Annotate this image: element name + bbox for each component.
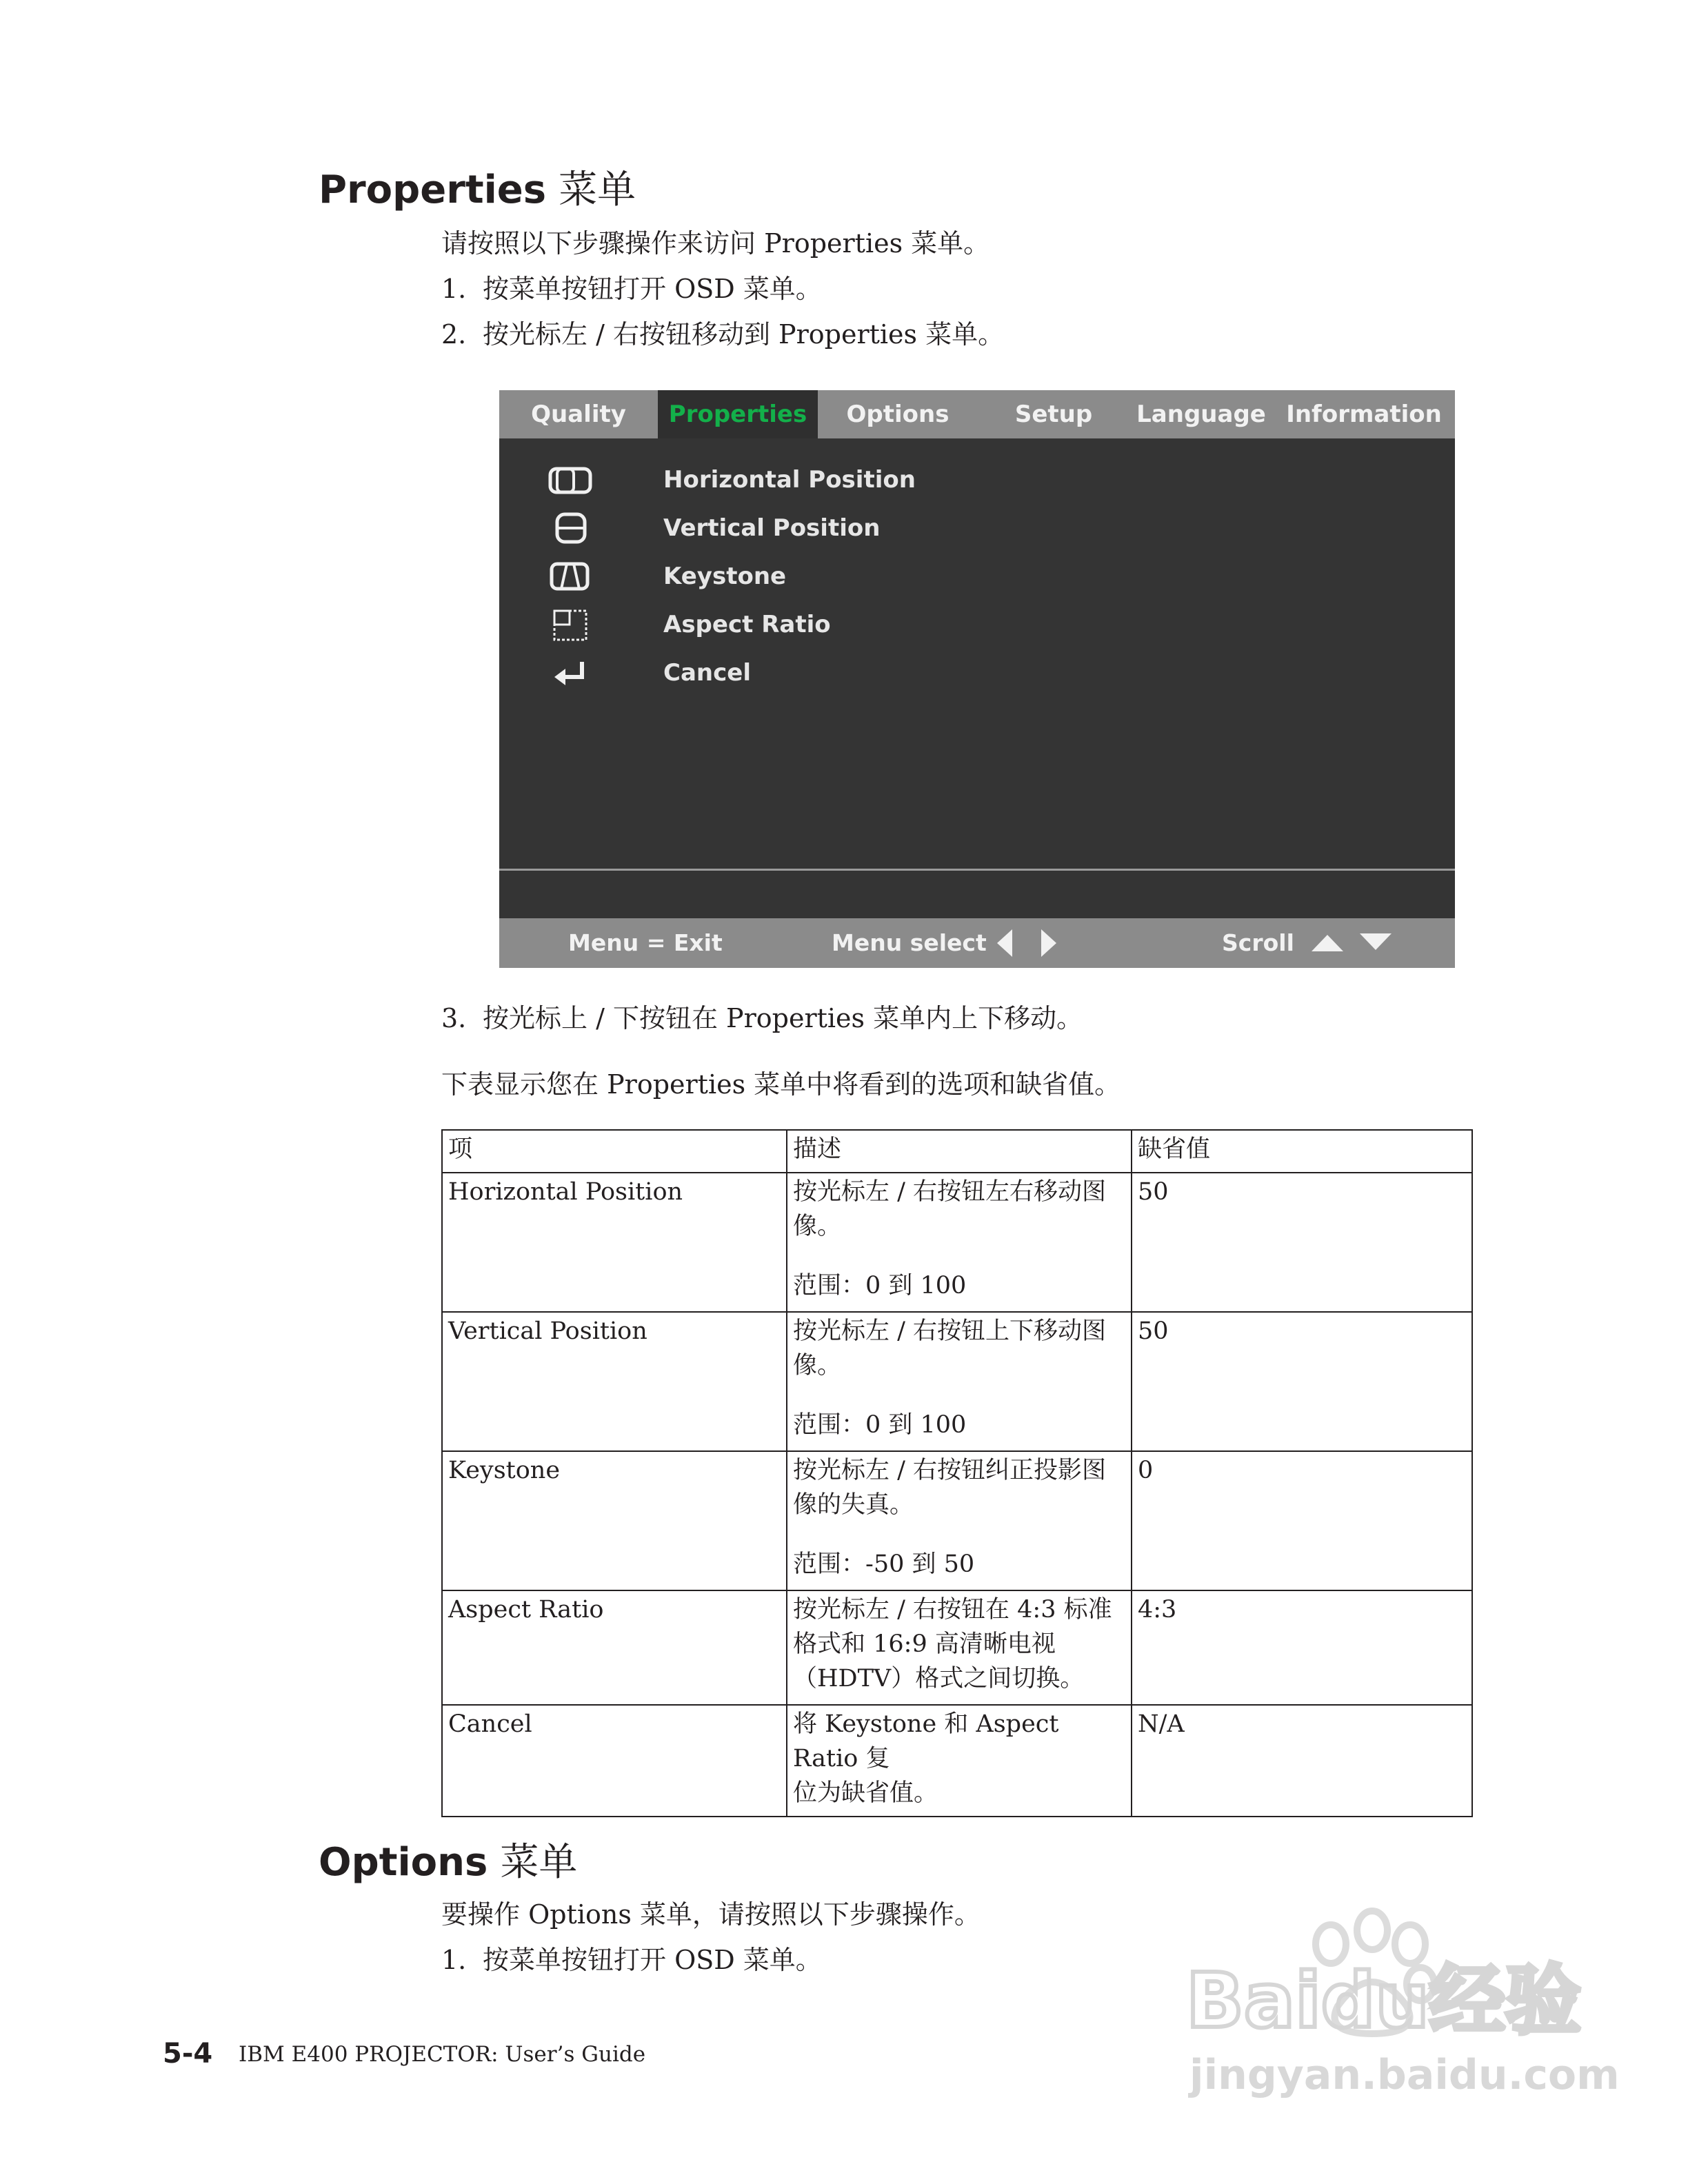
description-line: 像。 (793, 1352, 842, 1379)
step-text: 按光标上 / 下按钮在 Properties 菜单内上下移动。 (483, 1003, 1083, 1033)
description-cell (787, 1451, 1132, 1590)
properties-heading (319, 168, 636, 212)
osd-item-label: Cancel (663, 659, 751, 687)
step-3 (441, 1005, 1083, 1031)
step-number: 1. (441, 1945, 467, 1975)
right-arrow-icon (1038, 928, 1059, 958)
default-cell: 50 (1132, 1173, 1472, 1312)
osd-status-bar (499, 918, 1455, 968)
description-line: 按光标左 / 右按钮纠正投影图 (793, 1457, 1107, 1484)
osd-item-label: Keystone (663, 563, 787, 590)
options-step-1 (441, 1947, 822, 1973)
osd-item-cancel[interactable] (499, 652, 1120, 694)
footer-title: IBM E400 PROJECTOR: User’s Guide (239, 2042, 646, 2067)
item-cell: Keystone (442, 1451, 787, 1590)
item-cell: Vertical Position (442, 1312, 787, 1451)
return-arrow-icon (547, 656, 593, 691)
item-cell: Cancel (442, 1705, 787, 1817)
description-cell (787, 1312, 1132, 1451)
watermark-url: jingyan.baidu.com (1189, 2051, 1620, 2099)
table-intro: 下表显示您在 Properties 菜单中将看到的选项和缺省值。 (441, 1069, 1121, 1100)
heading-cn-text: 菜单 (559, 168, 636, 212)
header-description: 描述 (787, 1130, 1132, 1173)
options-intro: 要操作 Options 菜单，请按照以下步骤操作。 (441, 1899, 981, 1930)
description-cell (787, 1705, 1132, 1817)
menu-select-hint: Menu select (832, 929, 987, 956)
table-row (442, 1705, 1472, 1817)
table-row (442, 1590, 1472, 1705)
range-text: 范围：0 到 100 (793, 1411, 967, 1439)
tab-properties[interactable]: Properties (658, 390, 818, 438)
description-line: 按光标左 / 右按钮上下移动图 (793, 1317, 1107, 1345)
step-1 (441, 276, 822, 302)
heading-cn-text: 菜单 (500, 1840, 578, 1885)
osd-item-label: Horizontal Position (663, 466, 916, 494)
range-text: 范围：-50 到 50 (793, 1550, 975, 1578)
default-cell: 4:3 (1132, 1590, 1472, 1705)
step-2 (441, 319, 1005, 350)
description-line: 像的失真。 (793, 1491, 914, 1519)
item-cell: Aspect Ratio (442, 1590, 787, 1705)
properties-intro: 请按照以下步骤操作来访问 Properties 菜单。 (441, 228, 990, 259)
heading-text: Options (319, 1840, 488, 1885)
range-text: 范围：0 到 100 (793, 1272, 967, 1300)
description-line: 格式和 16:9 高清晰电视 (793, 1630, 1056, 1658)
tab-setup[interactable]: Setup (1014, 401, 1093, 428)
step-number: 2. (441, 319, 467, 350)
heading-text: Properties (319, 168, 547, 212)
vertical-position-icon (547, 512, 593, 546)
tab-options[interactable]: Options (846, 401, 950, 428)
horizontal-position-icon (547, 463, 593, 498)
osd-item-aspect-ratio[interactable] (499, 604, 1120, 645)
scroll-hint: Scroll (1222, 929, 1294, 956)
options-heading (319, 1840, 578, 1885)
description-line: 按光标左 / 右按钮左右移动图 (793, 1178, 1107, 1206)
osd-item-label: Aspect Ratio (663, 611, 831, 638)
default-cell: 0 (1132, 1451, 1472, 1590)
header-item: 项 (442, 1130, 787, 1173)
default-cell: N/A (1132, 1705, 1472, 1817)
page-number: 5-4 (163, 2038, 213, 2070)
step-text: 按菜单按钮打开 OSD 菜单。 (483, 274, 822, 304)
header-default: 缺省值 (1132, 1130, 1472, 1173)
tab-quality[interactable]: Quality (531, 401, 626, 428)
description-line: 将 Keystone 和 Aspect Ratio 复 (793, 1710, 1059, 1772)
up-arrow-icon (1310, 932, 1345, 953)
description-line: 像。 (793, 1213, 842, 1240)
step-text: 按菜单按钮打开 OSD 菜单。 (483, 1945, 822, 1975)
osd-item-horizontal-position[interactable] (499, 459, 1120, 501)
item-cell: Horizontal Position (442, 1173, 787, 1312)
default-cell: 50 (1132, 1312, 1472, 1451)
aspect-ratio-icon (547, 608, 593, 643)
description-line: （HDTV）格式之间切换。 (793, 1665, 1085, 1692)
osd-tab-bar (499, 390, 1455, 438)
description-cell (787, 1173, 1132, 1312)
tab-language[interactable]: Language (1136, 401, 1266, 428)
osd-divider (499, 869, 1455, 871)
table-row (442, 1173, 1472, 1312)
watermark-text: Baidu经验 (1186, 1957, 1581, 2045)
menu-exit-hint: Menu = Exit (568, 929, 723, 956)
step-text: 按光标左 / 右按钮移动到 Properties 菜单。 (483, 319, 1005, 350)
step-number: 3. (441, 1003, 467, 1033)
description-cell (787, 1590, 1132, 1705)
tab-information[interactable]: Information (1286, 401, 1442, 428)
osd-item-vertical-position[interactable] (499, 507, 1120, 549)
down-arrow-icon (1358, 932, 1393, 953)
description-line: 按光标左 / 右按钮在 4:3 标准 (793, 1596, 1112, 1624)
osd-item-keystone[interactable] (499, 556, 1120, 597)
properties-table (441, 1129, 1473, 1817)
osd-menu (499, 390, 1455, 968)
step-number: 1. (441, 274, 467, 304)
table-header-row (442, 1130, 1472, 1173)
table-row (442, 1312, 1472, 1451)
keystone-icon (547, 560, 593, 594)
description-line: 位为缺省值。 (793, 1779, 938, 1807)
table-row (442, 1451, 1472, 1590)
left-arrow-icon (994, 928, 1015, 958)
osd-item-label: Vertical Position (663, 514, 881, 542)
